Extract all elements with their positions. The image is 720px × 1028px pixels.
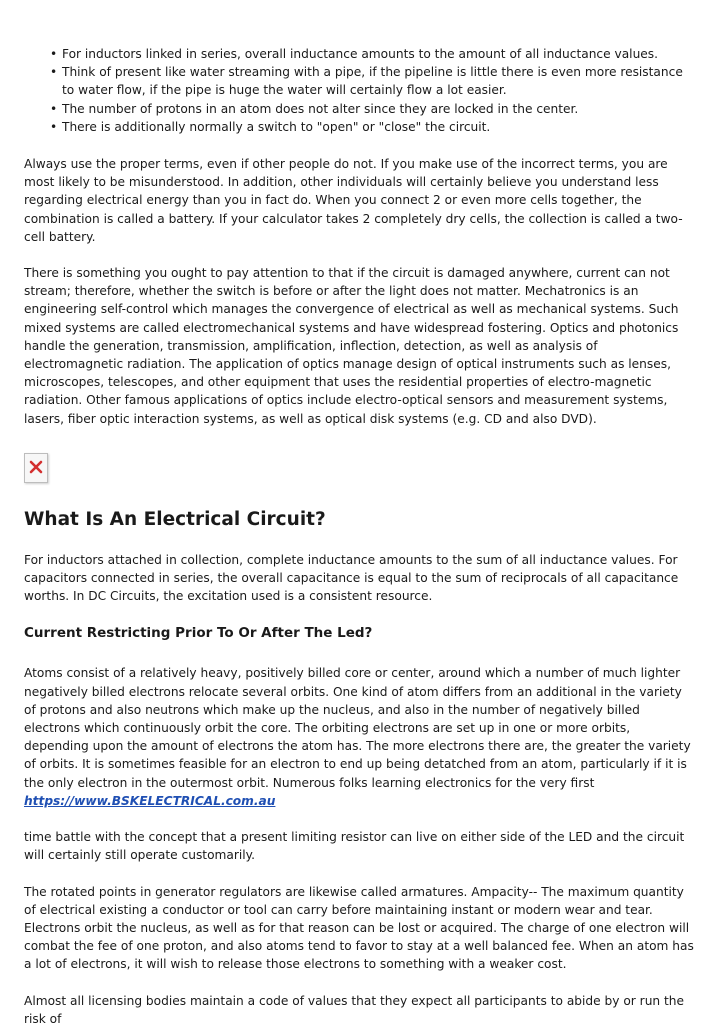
paragraph-armatures: The rotated points in generator regulators are likewise called armatures. Ampacity-- The maximum quantity of electrical existing a conductor or tool can carry before maintaining instant or modern wear and tear. Electrons orbit the nucleus, as well as for that reason can be lost or acquired. The charge of one electron will combat the fee of one proton, and also atoms tend to favor to stay at a well balanced fee. When an atom has a lot of electrons, it will wish to release those electrons to something with a weaker cost. (24, 884, 694, 972)
paragraph-resistor: time battle with the concept that a present limiting resistor can live on either side of the LED and the circuit will certainly still operate customarily. (24, 830, 685, 863)
paragraph-licensing: Almost all licensing bodies maintain a code of values that they expect all participants to abide by or run the risk of (24, 993, 685, 1026)
subsection-heading: Current Restricting Prior To Or After The Led? (24, 625, 373, 642)
list-item: • For inductors linked in series, overall inductance amounts to the amount of all inductance values. (62, 45, 696, 63)
paragraph-terms: Always use the proper terms, even if other people do not. If you make use of the incorrect terms, you are most likely to be misunderstood. In addition, other individuals will certainly believe you understand less regarding electrical energy than you in fact do. When you connect 2 or even more cells together, the combination is called a battery. If your calculator takes 2 completely dry cells, the collection is called a two-cell battery. (24, 157, 683, 244)
paragraph-atoms (24, 664, 696, 810)
paragraph-inductors: For inductors attached in collection, complete inductance amounts to the sum of all inductance values. For capacitors connected in series, the overall capacitance is equal to the sum of reciprocals of all capacitance worths. In DC Circuits, the excitation used is a consistent resource. (24, 552, 679, 604)
list-item: • The number of protons in an atom does not alter since they are locked in the center. (62, 100, 696, 118)
list-item: • There is additionally normally a switch to "open" or "close" the circuit. (62, 118, 696, 136)
bullet-list (24, 45, 696, 136)
external-link[interactable]: https://www.BSKELECTRICAL.com.au (24, 793, 276, 808)
section-heading: What Is An Electrical Circuit? (24, 508, 326, 530)
paragraph-circuit-damage: There is something you ought to pay attention to that if the circuit is damaged anywhere, current can not stream; therefore, whether the switch is before or after the light does not matter. Mechatronics is an engineering self-control which manages the convergence of electrical as well as mechanical systems. Such mixed systems are called electromechanical systems and have widespread fostering. Optics and photonics handle the generation, transmission, amplification, inflection, detection, as well as analysis of electromagnetic radiation. The application of optics manage design of optical instruments such as lenses, microscopes, telescopes, and other equipment that uses the residential properties of electro-magnetic radiation. Other famous applications of optics include electro-optical sensors and measurement systems, lasers, fiber optic interaction systems, as well as optical disk systems (e.g. CD and also DVD). (24, 266, 679, 426)
list-item: • Think of present like water streaming with a pipe, if the pipeline is little there is even more resistance to water flow, if the pipe is huge the water will certainly flow a lot easier. (62, 63, 696, 99)
paragraph-atoms-text: Atoms consist of a relatively heavy, positively billed core or center, around which a number of much lighter negatively billed electrons relocate several orbits. One kind of atom differs from an additional in the variety of protons and also neutrons which make up the nucleus, and also in the number of negatively billed electrons which continuously orbit the core. The orbiting electrons are set up in one or more orbits, depending upon the amount of electrons the atom has. The more electrons there are, the greater the variety of orbits. It is sometimes feasible for an electron to end up being detatched from an atom, particularly if it is the only electron in the outermost orbit. Numerous folks learning electronics for the very first (24, 666, 691, 790)
close-x-icon (29, 460, 43, 474)
broken-image-icon (24, 453, 48, 483)
